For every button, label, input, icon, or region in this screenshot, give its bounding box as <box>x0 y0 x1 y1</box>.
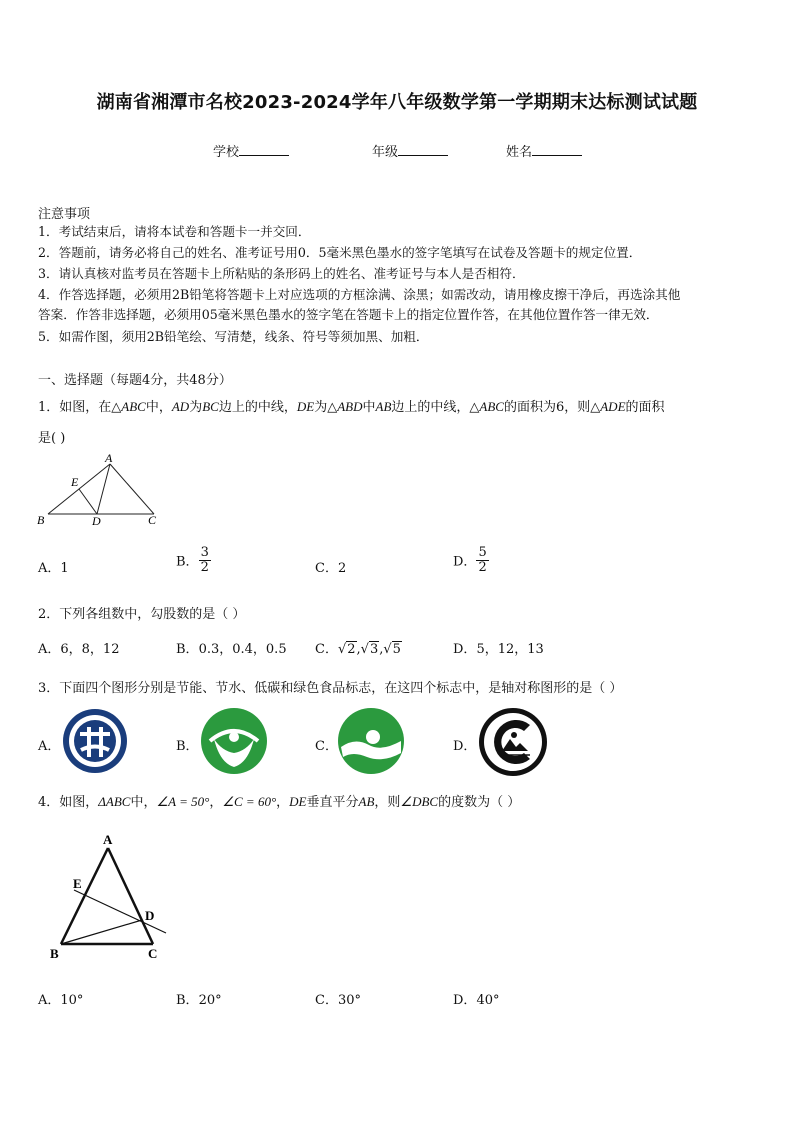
segment-de <box>79 489 97 514</box>
note-item: 答案．作答非选择题，必须用05毫米黑色墨水的签字笔在答题卡上的指定位置作答，在其他位置作答一律无效． <box>38 307 659 322</box>
note-item: 4．作答选择题，必须用2B铅笔将答题卡上对应选项的方框涂满、涂黑；如需改动，请用橡皮擦干净后，再选涂其他 <box>38 287 681 302</box>
label-d: D <box>92 514 101 528</box>
q3-option-d[interactable]: D． <box>453 739 477 754</box>
grade-blank <box>398 144 448 156</box>
school-blank <box>239 144 289 156</box>
q1-triangle-figure <box>34 448 164 530</box>
q3-option-b[interactable]: B． <box>176 739 199 754</box>
q2-option-a[interactable]: A．6，8，12 <box>38 642 120 657</box>
page-title: 湖南省湘潭市名校2023-2024学年八年级数学第一学期期末达标测试试题 <box>96 92 698 113</box>
note-item: 3．请认真核对监考员在答题卡上所粘贴的条形码上的姓名、准考证号与本人是否相符． <box>38 266 525 281</box>
energy-saving-logo-icon[interactable] <box>61 707 129 775</box>
label-b: B <box>50 946 59 961</box>
label-e: E <box>71 475 79 489</box>
q3-option-a[interactable]: A． <box>38 739 61 754</box>
label-a: A <box>105 451 113 465</box>
q3-option-c[interactable]: C． <box>315 739 338 754</box>
q2-option-b[interactable]: B．0.3，0.4，0.5 <box>176 642 287 657</box>
segment-ac <box>108 848 153 944</box>
q2-stem: 2．下列各组数中，勾股数的是（ ） <box>38 607 246 622</box>
notes-heading: 注意事项 <box>38 207 91 222</box>
segment-ac <box>110 464 154 514</box>
q1-option-c[interactable]: C．2 <box>315 561 347 576</box>
segment-ad <box>97 464 110 514</box>
label-b: B <box>37 513 45 527</box>
grade-label: 年级 <box>372 145 399 160</box>
label-c: C <box>148 946 158 961</box>
note-item: 1．考试结束后，请将本试卷和答题卡一并交回． <box>38 224 311 239</box>
low-carbon-logo-icon[interactable] <box>337 707 405 775</box>
label-c: C <box>148 513 157 527</box>
q1-stem: 1．如图，在△ABC中，AD为BC边上的中线，DE为△ABD中AB边上的中线，△ABC的面积为6，则△ADE的面积 <box>38 399 665 415</box>
q4-option-b[interactable]: B．20° <box>176 993 222 1008</box>
q4-triangle-figure <box>44 830 174 965</box>
section-heading: 一、选择题（每题4分，共48分） <box>38 373 232 388</box>
q4-option-d[interactable]: D．40° <box>453 993 500 1008</box>
q2-option-d[interactable]: D．5，12，13 <box>453 642 544 657</box>
q2-option-c[interactable]: C．√2,√3,√5 <box>315 642 401 657</box>
q1-option-a[interactable]: A．1 <box>38 561 69 576</box>
q4-stem: 4．如图，ΔABC中，∠A = 50°，∠C = 60°，DE垂直平分AB，则∠DBC的度数为（ ） <box>38 794 521 810</box>
label-a: A <box>103 832 113 847</box>
segment-bd <box>61 920 142 944</box>
school-label: 学校 <box>213 145 240 160</box>
q3-stem: 3．下面四个图形分别是节能、节水、低碳和绿色食品标志，在这四个标志中，是轴对称图形的是（ ） <box>38 681 623 696</box>
green-food-logo-icon[interactable] <box>478 707 548 777</box>
school-field <box>213 141 289 160</box>
note-item: 2．答题前，请务必将自己的姓名、准考证号用0．5毫米黑色墨水的签字笔填写在试卷及答题卡的规定位置． <box>38 245 642 260</box>
q1-option-d[interactable]: D． $\frac{5}{2}$ <box>453 545 487 575</box>
q4-option-a[interactable]: A．10° <box>38 993 84 1008</box>
q1-option-b[interactable]: B． $\frac{3}{2}$ <box>176 545 209 575</box>
q4-option-c[interactable]: C．30° <box>315 993 361 1008</box>
segment-ab <box>61 848 108 944</box>
label-d: D <box>145 908 155 923</box>
name-field <box>506 141 582 160</box>
name-blank <box>532 144 582 156</box>
name-label: 姓名 <box>506 145 533 160</box>
label-e: E <box>73 876 82 891</box>
grade-field <box>372 141 448 160</box>
note-item: 5．如需作图，须用2B铅笔绘、写清楚，线条、符号等须加黑、加粗． <box>38 329 429 344</box>
water-saving-logo-icon[interactable] <box>200 707 268 775</box>
q1-stem-line2: 是( ) <box>38 431 66 446</box>
